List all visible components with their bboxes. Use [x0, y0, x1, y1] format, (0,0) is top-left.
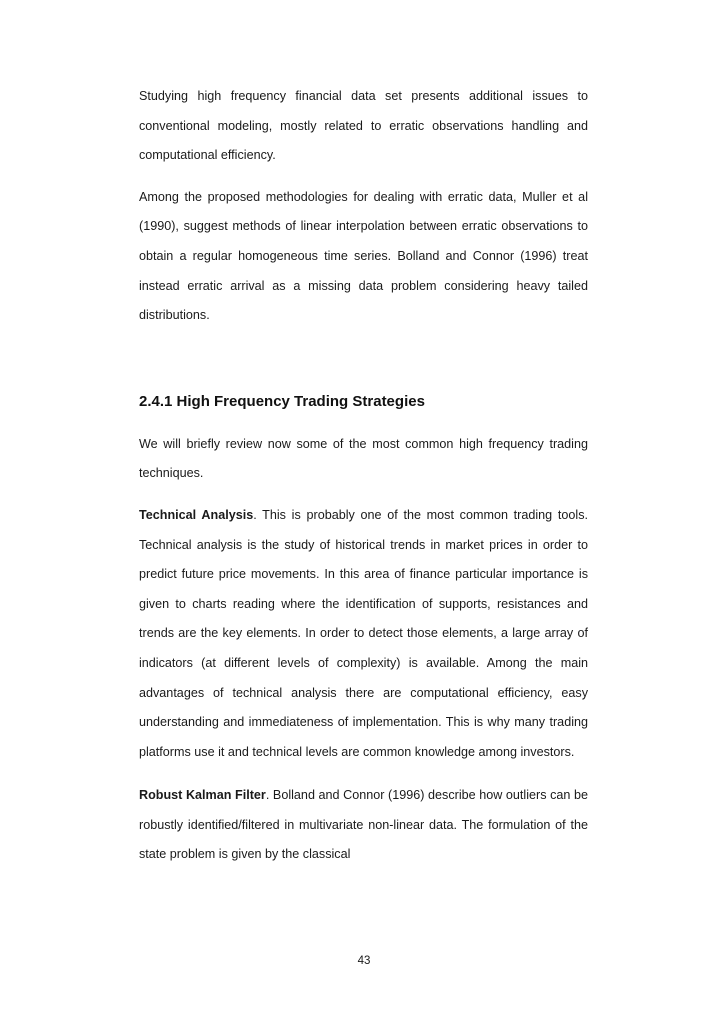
- technical-analysis-lead: Technical Analysis: [139, 507, 254, 522]
- paragraph-section-intro: We will briefly review now some of the most common high frequency trading techniques.: [139, 436, 588, 481]
- paragraph-robust-kalman-filter: [139, 781, 588, 870]
- spacer: [139, 767, 588, 781]
- page-content: [139, 82, 588, 870]
- paragraph-high-frequency-issues: Studying high frequency financial data set presents additional issues to conventional modeling, mostly related to erratic observations handling and computational efficiency.: [139, 89, 588, 163]
- section-heading: 2.4.1 High Frequency Trading Strategies: [139, 392, 425, 410]
- technical-analysis-text: . This is probably one of the most common trading tools. Technical analysis is the study of historical trends in market prices in order to predict future price movements. In this area of finance particular importance is given to charts reading where the identification of supports, resistances and trends are the key elements. In order to detect those elements, a large array of indicators (at different levels of complexity) is available. Among the main advantages of technical analysis there are computational efficiency, easy understanding and immediateness of implementation. This is why many trading platforms use it and technical levels are common knowledge among investors.: [139, 507, 588, 759]
- spacer: [139, 331, 588, 387]
- paragraph-technical-analysis: [139, 501, 588, 767]
- paragraph-erratic-data-methods: Among the proposed methodologies for dealing with erratic data, Muller et al (1990), suggest methods of linear interpolation between erratic observations to obtain a regular homogeneous time series. Bolland and Connor (1996) treat instead erratic arrival as a missing data problem considering heavy tailed distributions.: [139, 189, 588, 323]
- spacer: [139, 417, 588, 430]
- kalman-filter-lead: Robust Kalman Filter: [139, 788, 266, 803]
- page-number: 43: [357, 955, 371, 967]
- kalman-filter-text: . Bolland and Connor (1996) describe how outliers can be robustly identified/filtered in multivariate non-linear data. The formulation of the state problem is given by the classical: [139, 788, 588, 862]
